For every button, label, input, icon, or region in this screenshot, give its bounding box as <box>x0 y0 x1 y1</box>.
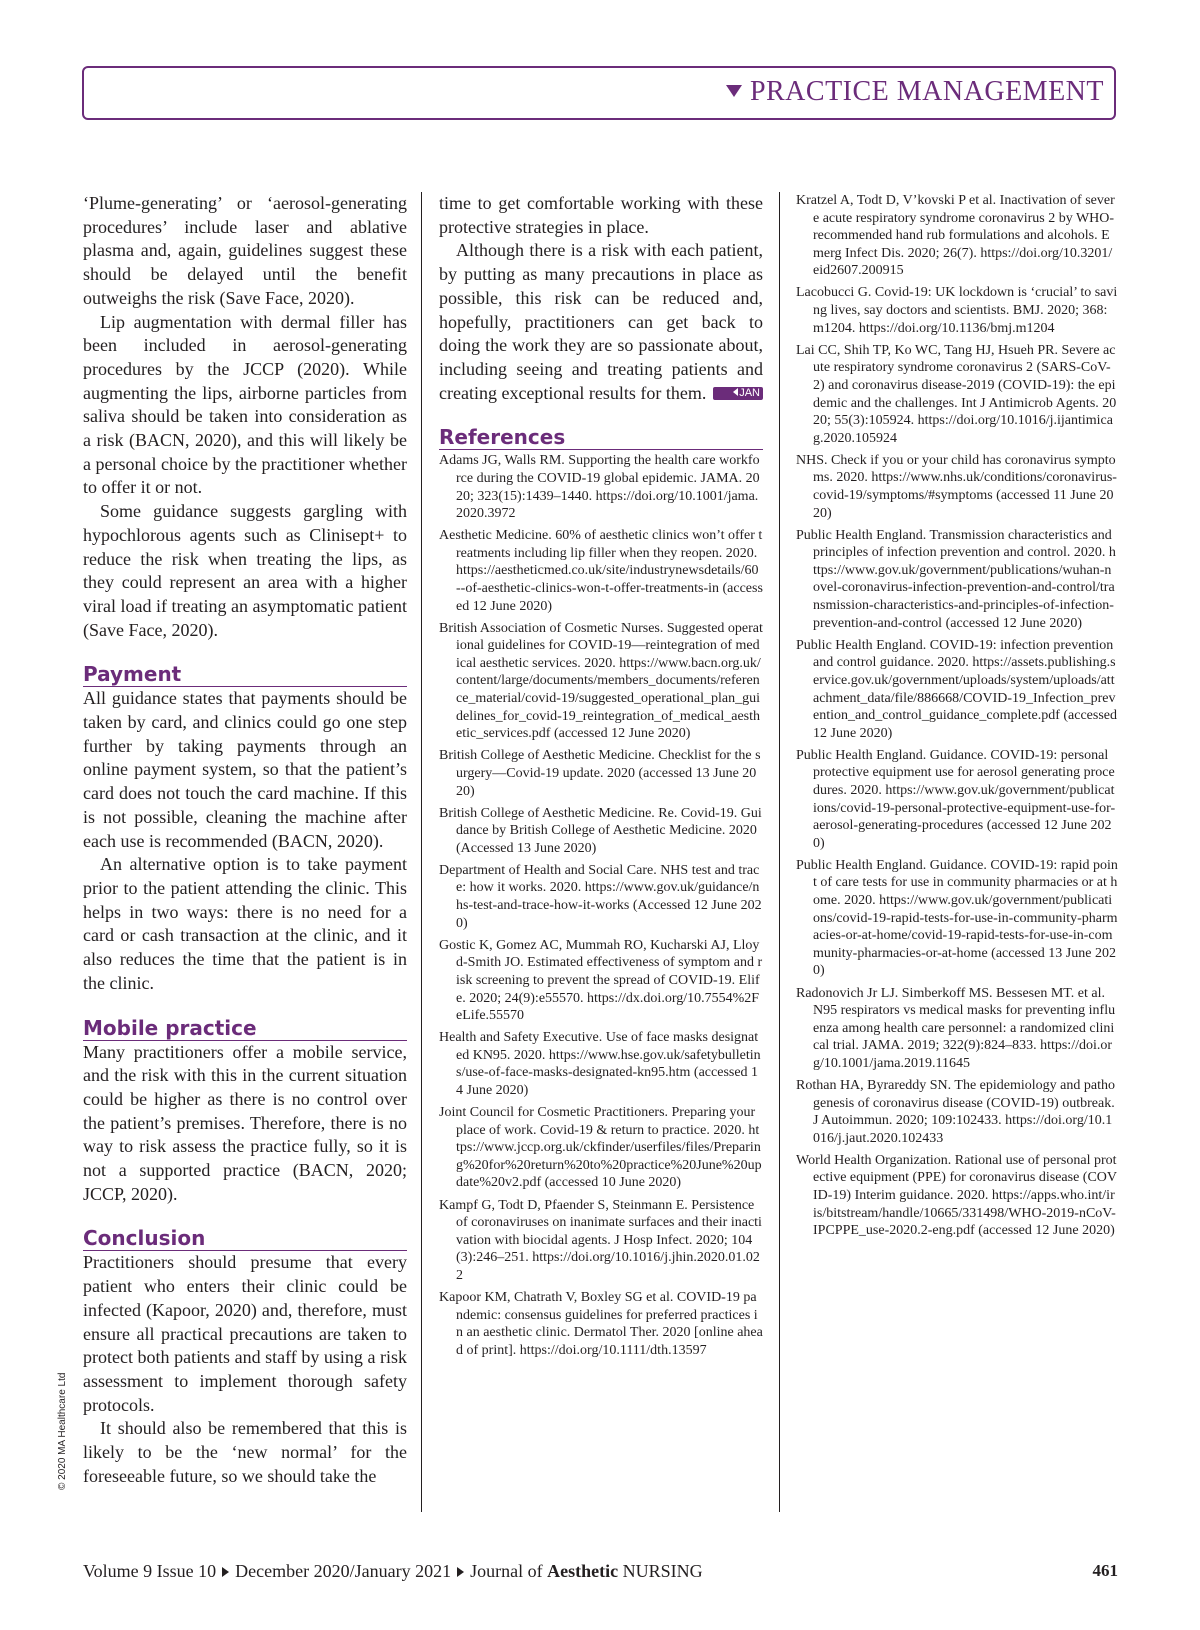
reference-item: Public Health England. COVID-19: infection prevention and control guidance. 2020. https://assets.publishing.service.gov.uk/government/uploads/system/uploads/attachment_data/file/886668/COVID-19_Infection_prevention_and_control_guidance_complete.pdf (accessed 12 June 2020) <box>796 637 1117 741</box>
footer-journal-prefix: Journal of <box>470 1561 543 1581</box>
footer-journal-suffix: NURSING <box>622 1561 703 1581</box>
triangle-down-icon <box>726 85 742 97</box>
reference-item: NHS. Check if you or your child has coronavirus symptoms. 2020. https://www.nhs.uk/conditions/coronavirus-covid-19/symptoms/#symptoms (accessed 11 June 2020) <box>796 452 1117 521</box>
reference-item: Aesthetic Medicine. 60% of aesthetic clinics won’t offer treatments including lip filler when they reopen. 2020. https://aestheticmed.co.uk/site/industrynewsdetails/60--of-aesthetic-clinics-won-t-offer-treatments-in (accessed 12 June 2020) <box>439 528 763 614</box>
column-divider <box>779 192 780 1512</box>
paragraph: It should also be remembered that this is likely to be the ‘new normal’ for the foreseeable future, so we should take the <box>83 1418 407 1486</box>
footer-volume: Volume 9 Issue 10 <box>83 1561 217 1581</box>
footer-citation <box>83 1561 703 1582</box>
reference-list <box>796 192 1118 1240</box>
column-divider <box>421 192 422 1512</box>
section-title <box>726 76 1104 108</box>
section-title-text: PRACTICE MANAGEMENT <box>749 76 1104 107</box>
paragraph: All guidance states that payments should be taken by card, and clinics could go one step further by taking payments through an online payment system, so that the patient’s card does not touch the card machine. If this is not possible, cleaning the machine after each use is recommended (BACN, 2020). <box>83 688 407 851</box>
reference-item: Radonovich Jr LJ. Simberkoff MS. Bessesen MT. et al. N95 respirators vs medical masks for preventing influenza among health care personnel: a randomized clinical trial. JAMA. 2019; 322(9):824–833. https://doi.org/10.1001/jama.2019.11645 <box>796 985 1116 1071</box>
reference-item: World Health Organization. Rational use of personal protective equipment (PPE) for coronavirus disease (COVID-19) Interim guidance. 2020. https://apps.who.int/iris/bitstream/handle/10665/331498/WHO-2019-nCoV-IPCPPE_use-2020.2-eng.pdf (accessed 12 June 2020) <box>796 1152 1118 1239</box>
reference-item: Public Health England. Transmission characteristics and principles of infection prevention and control. 2020. https://www.gov.uk/government/publications/wuhan-novel-coronavirus-infection-prevention-and-control/transmission-characteristics-and-principles-of-infection-prevention-and-control (accessed 12 June 2020) <box>796 527 1116 631</box>
heading-mobile-practice: Mobile practice <box>83 1016 407 1041</box>
paragraph: Practitioners should presume that every patient who enters their clinic could be infected (Kapoor, 2020) and, therefore, must ensure all practical precautions are taken to protect both patients and staff by using a risk assessment to implement thorough safety protocols. <box>83 1252 407 1415</box>
footer-date: December 2020/January 2021 <box>235 1561 452 1581</box>
reference-item: Department of Health and Social Care. NHS test and trace: how it works. 2020. https://www.gov.uk/guidance/nhs-test-and-trace-how-it-works (Accessed 12 June 2020) <box>439 862 762 931</box>
paragraph: Lip augmentation with dermal filler has been included in aerosol-generating procedures by the JCCP (2020). While augmenting the lips, airborne particles from saliva should be taken into consideration as a risk (BACN, 2020), and this will likely be a personal choice by the practitioner whether to offer it or not. <box>83 311 407 498</box>
reference-item: Public Health England. Guidance. COVID-19: rapid point of care tests for use in community pharmacies or at home. 2020. https://www.gov.uk/government/publications/covid-19-rapid-tests-for-use-in-community-pharmacies-or-at-home/covid-19-rapid-tests-for-use-in-community-pharmacies-or-at-home (accessed 13 June 2020) <box>796 857 1118 979</box>
paragraph: Some guidance suggests gargling with hypochlorous agents such as Clinisept+ to reduce the risk when treating the lips, as they could represent an area with a higher viral load if treating an asymptomatic patient (Save Face, 2020). <box>83 501 407 640</box>
reference-item: Gostic K, Gomez AC, Mummah RO, Kucharski AJ, Lloyd-Smith JO. Estimated effectiveness of symptom and risk screening to prevent the spread of COVID-19. Elife. 2020; 24(9):e55570. https://dx.doi.org/10.7554%2FeLife.55570 <box>439 937 763 1024</box>
paragraph-text: Although there is a risk with each patient, by putting as many precautions in place as possible, this risk can be reduced and, hopefully, practitioners can get back to doing the work they are so passionate about, including seeing and treating patients and creating exceptional results for them. <box>439 240 763 403</box>
column-1 <box>83 192 407 1488</box>
reference-item: Kampf G, Todt D, Pfaender S, Steinmann E. Persistence of coronaviruses on inanimate surfaces and their inactivation with biocidal agents. J Hosp Infect. 2020; 104(3):246–251. https://doi.org/10.1016/j.jhin.2020.01.022 <box>439 1197 762 1283</box>
reference-item: British College of Aesthetic Medicine. Checklist for the surgery—Covid-19 update. 2020 (accessed 13 June 2020) <box>439 748 761 799</box>
section-header-box <box>82 66 1116 120</box>
reference-item: British Association of Cosmetic Nurses. Suggested operational guidelines for COVID-19—reintegration of medical aesthetic services. 2020. https://www.bacn.org.uk/content/large/documents/members_documents/reference_material/covid-19/suggested_operational_plan_guidelines_for_covid-19_reintegration_of_medical_aesthetic_services.pdf (accessed 12 June 2020) <box>439 620 763 742</box>
paragraph: An alternative option is to take payment prior to the patient attending the clinic. This helps in two ways: there is no need for a card or cash transaction at the clinic, and it also reduces the time that the patient is in the clinic. <box>83 854 407 993</box>
arrow-left-icon <box>733 388 738 396</box>
jan-end-badge <box>713 387 763 400</box>
copyright-notice: © 2020 MA Healthcare Ltd <box>57 1372 68 1490</box>
reference-item: Lai CC, Shih TP, Ko WC, Tang HJ, Hsueh PR. Severe acute respiratory syndrome coronavirus 2 (SARS-CoV-2) and coronavirus disease-2019 (COVID-19): the epidemic and the challenges. Int J Antimicrob Agents. 2020; 55(3):105924. https://doi.org/10.1016/j.ijantimicag.2020.105924 <box>796 342 1117 446</box>
column-3 <box>796 192 1118 1244</box>
reference-list <box>439 452 763 1359</box>
reference-item: Kratzel A, Todt D, V’kovski P et al. Inactivation of severe acute respiratory syndrome coronavirus 2 by WHO-recommended hand rub formulations and alcohols. Emerg Infect Dis. 2020; 26(7). https://doi.org/10.3201/eid2607.200915 <box>796 193 1115 279</box>
reference-item: Health and Safety Executive. Use of face masks designated KN95. 2020. https://www.hse.gov.uk/safetybulletins/use-of-face-masks-designated-kn95.htm (accessed 14 June 2020) <box>439 1030 761 1099</box>
triangle-right-icon <box>222 1567 229 1577</box>
heading-payment: Payment <box>83 662 407 687</box>
page-number: 461 <box>1092 1561 1118 1580</box>
reference-item: British College of Aesthetic Medicine. Re. Covid-19. Guidance by British College of Aesthetic Medicine. 2020 (Accessed 13 June 2020) <box>439 805 762 856</box>
paragraph: ‘Plume-generating’ or ‘aerosol-generating procedures’ include laser and ablative plasma and, again, guidelines suggest these should be delayed until the benefit outweighs the risk (Save Face, 2020). <box>83 193 407 308</box>
reference-item: Adams JG, Walls RM. Supporting the health care workforce during the COVID-19 global epidemic. JAMA. 2020; 323(15):1439–1440. https://doi.org/10.1001/jama.2020.3972 <box>439 453 760 522</box>
paragraph: Many practitioners offer a mobile service, and the risk with this in the current situation could be higher as there is no control over the patient’s premises. Therefore, there is no way to risk assess the practice fully, so it is not a supported practice (BACN, 2020; JCCP, 2020). <box>83 1041 407 1204</box>
reference-item: Lacobucci G. Covid-19: UK lockdown is ‘crucial’ to saving lives, say doctors and scientists. BMJ. 2020; 368:m1204. https://doi.org/10.1136/bmj.m1204 <box>796 285 1118 336</box>
reference-item: Public Health England. Guidance. COVID-19: personal protective equipment use for aerosol generating procedures. 2020. https://www.gov.uk/government/publications/covid-19-personal-protective-equipment-use-for-aerosol-generating-procedures (accessed 12 June 2020) <box>796 747 1116 851</box>
heading-references: References <box>439 425 763 450</box>
heading-conclusion: Conclusion <box>83 1226 407 1251</box>
triangle-right-icon <box>457 1567 464 1577</box>
reference-item: Joint Council for Cosmetic Practitioners. Preparing your place of work. Covid-19 & return to practice. 2020. https://www.jccp.org.uk/ckfinder/userfiles/files/Preparing%20for%20return%20to%20practice%20June%20update%20v2.pdf (accessed 10 June 2020) <box>439 1105 762 1191</box>
reference-item: Kapoor KM, Chatrath V, Boxley SG et al. COVID-19 pandemic: consensus guidelines for preferred practices in an aesthetic clinic. Dermatol Ther. 2020 [online ahead of print]. https://doi.org/10.1111/dth.13597 <box>439 1290 763 1358</box>
paragraph-with-end-mark <box>439 239 763 405</box>
reference-item: Rothan HA, Byrareddy SN. The epidemiology and pathogenesis of coronavirus disease (COVID-19) outbreak. J Autoimmun. 2020; 109:102433. https://doi.org/10.1016/j.jaut.2020.102433 <box>796 1078 1115 1146</box>
paragraph: time to get comfortable working with these protective strategies in place. <box>439 193 763 237</box>
footer-journal-bold: Aesthetic <box>547 1561 619 1581</box>
column-2 <box>439 192 763 1364</box>
jan-badge-label: JAN <box>739 386 760 399</box>
